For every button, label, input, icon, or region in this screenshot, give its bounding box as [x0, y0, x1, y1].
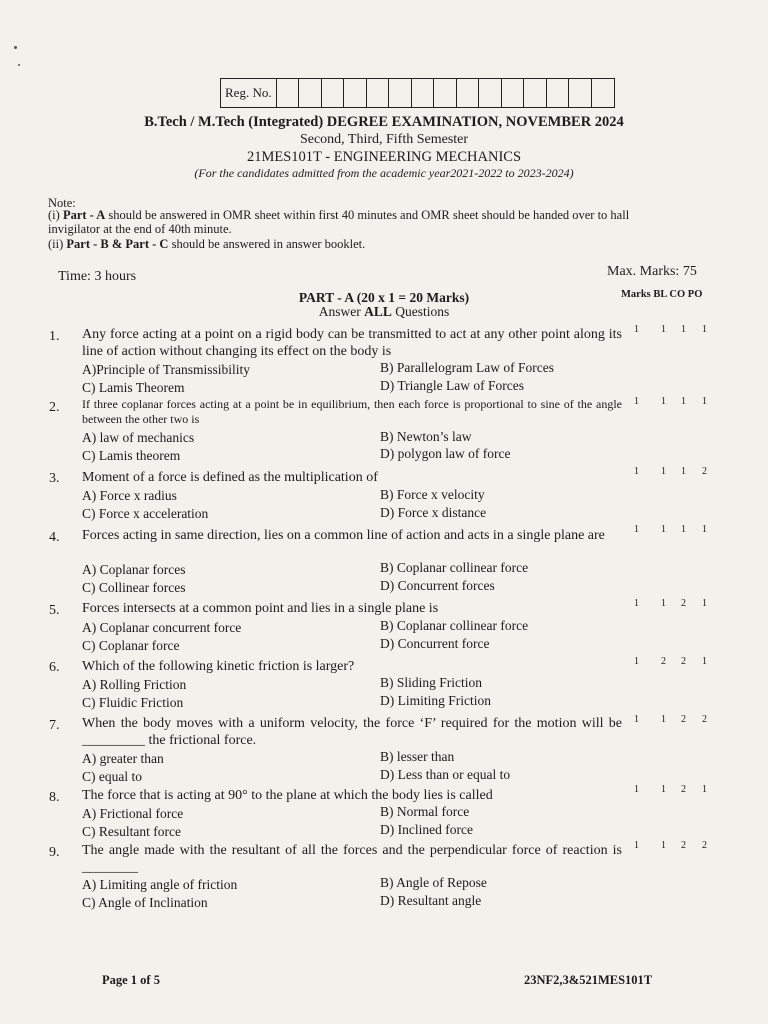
question-text: The angle made with the resultant of all the forces and the perpendicular force of reaction is ________ — [82, 843, 622, 875]
marks-value: 1 — [634, 784, 639, 795]
question-text: When the body moves with a uniform velocity, the force ‘F’ required for the motion will be _________ the frictional force. — [82, 716, 622, 748]
option-b: B) Newton’s law — [380, 429, 472, 444]
scan-speck — [18, 64, 20, 66]
option-c: C) Force x acceleration — [82, 506, 209, 521]
po-value: 1 — [702, 784, 707, 795]
reg-number-label: Reg. No. — [221, 79, 277, 107]
bl-value: 1 — [661, 324, 666, 335]
po-value: 1 — [702, 598, 707, 609]
reg-cell — [524, 79, 547, 107]
option-a: A)Principle of Transmissibility — [82, 362, 251, 377]
option-d: D) Triangle Law of Forces — [380, 378, 524, 393]
paper-code: 23NF2,3&521MES101T — [524, 973, 653, 987]
bl-value: 1 — [661, 784, 666, 795]
question-text: Any force acting at a point on a rigid body can be transmitted to act at any other point along its line of action without changing its effect on the body is — [82, 327, 622, 359]
exam-title: B.Tech / M.Tech (Integrated) DEGREE EXAMINATION, NOVEMBER 2024 — [144, 114, 624, 130]
option-b: B) Normal force — [380, 804, 470, 819]
option-a: A) Limiting angle of friction — [82, 877, 238, 892]
question-text: Forces acting in same direction, lies on a common line of action and acts in a single plane are — [82, 528, 605, 543]
option-a: A) law of mechanics — [82, 430, 195, 445]
option-b: B) Parallelogram Law of Forces — [380, 360, 554, 375]
part-a-instruction — [0, 304, 768, 320]
option-c: C) Angle of Inclination — [82, 895, 208, 910]
option-d: D) polygon law of force — [380, 446, 511, 461]
co-value: 2 — [681, 714, 686, 725]
po-value: 2 — [702, 714, 707, 725]
option-b: B) Angle of Repose — [380, 875, 487, 890]
option-c: C) Lamis Theorem — [82, 380, 185, 395]
option-c: C) Collinear forces — [82, 580, 186, 595]
question-number: 6. — [49, 660, 60, 675]
note-bold: Part - A — [62, 208, 106, 222]
reg-cell — [547, 79, 570, 107]
marks-value: 1 — [634, 396, 639, 407]
note-line-1-cont: invigilator at the end of 40th minute. — [48, 222, 232, 236]
question-number: 8. — [49, 790, 60, 805]
question-text: Which of the following kinetic friction is larger? — [82, 659, 355, 674]
question-number: 3. — [49, 471, 60, 486]
part-a-title: PART - A (20 x 1 = 20 Marks) — [298, 290, 470, 305]
reg-cell — [322, 79, 345, 107]
po-value: 1 — [702, 396, 707, 407]
option-d: D) Inclined force — [380, 822, 473, 837]
marks-value: 1 — [634, 524, 639, 535]
question-text: Moment of a force is defined as the multiplication of — [82, 470, 378, 485]
co-value: 1 — [681, 524, 686, 535]
semester-line: Second, Third, Fifth Semester — [299, 132, 469, 147]
option-c: C) equal to — [82, 769, 142, 784]
po-value: 1 — [702, 524, 707, 535]
option-d: D) Concurrent force — [380, 636, 490, 651]
instruction-text: Questions — [391, 304, 450, 319]
co-value: 2 — [681, 656, 686, 667]
scan-speck — [14, 46, 17, 49]
reg-cell — [434, 79, 457, 107]
option-b: B) Coplanar collinear force — [380, 560, 529, 575]
note-bold: Part - B & Part - C — [66, 237, 169, 251]
course-title: 21MES101T - ENGINEERING MECHANICS — [246, 149, 522, 165]
note-prefix: (ii) — [48, 237, 67, 251]
option-d: D) Limiting Friction — [380, 693, 491, 708]
po-value: 2 — [702, 466, 707, 477]
co-value: 2 — [681, 840, 686, 851]
question-number: 9. — [49, 845, 60, 860]
question-number: 1. — [49, 329, 60, 344]
option-a: A) Coplanar forces — [82, 562, 186, 577]
exam-time: Time: 3 hours — [58, 269, 137, 284]
co-value: 1 — [681, 396, 686, 407]
reg-cell — [344, 79, 367, 107]
note-line-1 — [48, 208, 629, 223]
reg-cell — [412, 79, 435, 107]
po-value: 2 — [702, 840, 707, 851]
co-value: 1 — [681, 466, 686, 477]
option-a: A) Force x radius — [82, 488, 177, 503]
marks-column-header: Marks BL CO PO — [621, 289, 703, 300]
marks-value: 1 — [634, 840, 639, 851]
option-d: D) Force x distance — [380, 505, 487, 520]
admitted-note: (For the candidates admitted from the academic year2021-2022 to 2023-2024) — [194, 166, 574, 180]
reg-cell — [502, 79, 525, 107]
bl-value: 1 — [661, 396, 666, 407]
option-c: C) Coplanar force — [82, 638, 180, 653]
reg-cell — [457, 79, 480, 107]
question-number: 5. — [49, 603, 60, 618]
reg-cell — [389, 79, 412, 107]
co-value: 1 — [681, 324, 686, 335]
question-number: 4. — [49, 530, 60, 545]
marks-value: 1 — [634, 466, 639, 477]
reg-cell — [277, 79, 300, 107]
marks-value: 1 — [634, 598, 639, 609]
question-number: 2. — [49, 400, 60, 415]
marks-value: 1 — [634, 324, 639, 335]
marks-value: 1 — [634, 714, 639, 725]
instruction-bold: ALL — [364, 304, 392, 319]
option-c: C) Lamis theorem — [82, 448, 181, 463]
bl-value: 2 — [661, 656, 666, 667]
option-b: B) Force x velocity — [380, 487, 485, 502]
question-text: If three coplanar forces acting at a point be in equilibrium, then each force is proportional to sine of the angle between the other two is — [82, 397, 622, 426]
option-b: B) lesser than — [380, 749, 455, 764]
option-a: A) Rolling Friction — [82, 677, 187, 692]
reg-cell — [479, 79, 502, 107]
reg-number-box — [220, 78, 615, 108]
note-prefix: (i) — [48, 208, 63, 222]
option-a: A) greater than — [82, 751, 164, 766]
page-number: Page 1 of 5 — [102, 973, 160, 987]
bl-value: 1 — [661, 840, 666, 851]
bl-value: 1 — [661, 466, 666, 477]
note-text: should be answered in answer booklet. — [168, 237, 366, 251]
max-marks: Max. Marks: 75 — [607, 264, 697, 279]
option-a: A) Coplanar concurrent force — [82, 620, 242, 635]
option-d: D) Resultant angle — [380, 893, 482, 908]
reg-cell — [299, 79, 322, 107]
bl-value: 1 — [661, 598, 666, 609]
option-c: C) Fluidic Friction — [82, 695, 184, 710]
note-heading: Note: — [48, 196, 76, 210]
question-text: Forces intersects at a common point and lies in a single plane is — [82, 601, 439, 616]
bl-value: 1 — [661, 524, 666, 535]
instruction-text: Answer — [318, 304, 365, 319]
reg-cell — [569, 79, 592, 107]
option-b: B) Sliding Friction — [380, 675, 483, 690]
option-a: A) Frictional force — [82, 806, 184, 821]
note-line-2 — [48, 237, 365, 252]
reg-cell — [367, 79, 390, 107]
co-value: 2 — [681, 598, 686, 609]
po-value: 1 — [702, 656, 707, 667]
marks-value: 1 — [634, 656, 639, 667]
note-text: should be answered in OMR sheet within first 40 minutes and OMR sheet should be handed over to hall — [105, 208, 630, 222]
co-value: 2 — [681, 784, 686, 795]
question-number: 7. — [49, 718, 60, 733]
option-d: D) Less than or equal to — [380, 767, 511, 782]
po-value: 1 — [702, 324, 707, 335]
reg-cell — [592, 79, 615, 107]
question-text: The force that is acting at 90° to the plane at which the body lies is called — [82, 788, 493, 803]
option-c: C) Resultant force — [82, 824, 181, 839]
bl-value: 1 — [661, 714, 666, 725]
option-b: B) Coplanar collinear force — [380, 618, 529, 633]
option-d: D) Concurrent forces — [380, 578, 495, 593]
